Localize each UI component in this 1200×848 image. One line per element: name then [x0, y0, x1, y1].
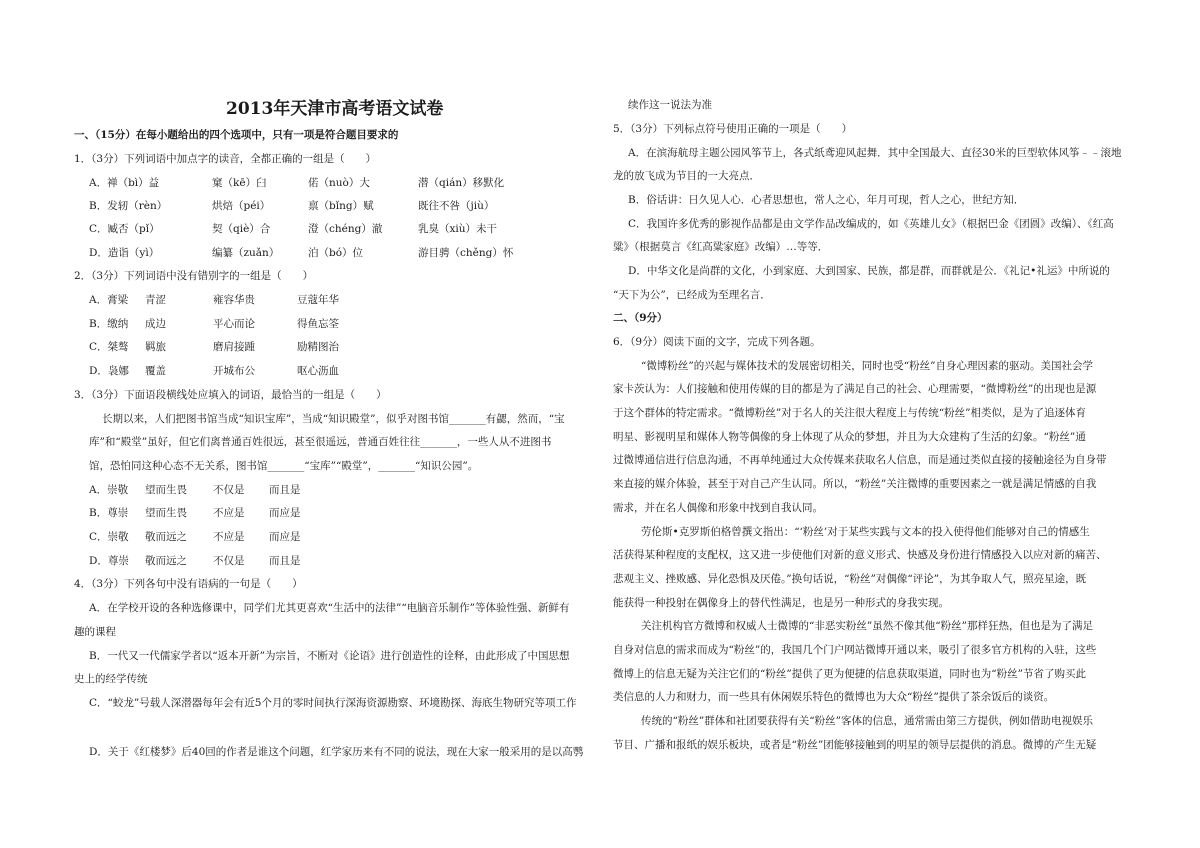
q2-option-d: D．袅娜 覆盖 开城布公 呕心沥血 [89, 365, 339, 377]
q5-option-d-cont: “天下为公”，已经成为至理名言． [613, 289, 771, 301]
q5-option-d: D．中华文化是尚群的文化，小到家庭、大到国家、民族，都是群，而群就是公．《礼记•礼运》中所说的 [628, 265, 1110, 277]
q3-stem: 3．（3分）下面语段横线处应填入的词语，最恰当的一组是（ ） [74, 389, 387, 401]
passage-line: 节目、广播和报纸的娱乐板块，或者是“粉丝”团能够接触到的明星的领导层提供的消息。微博的产生无疑 [613, 739, 1097, 751]
q5-stem: 5．（3分）下列标点符号使用正确的一项是（ ） [613, 123, 853, 135]
passage-line: “微博粉丝”的兴起与媒体技术的发展密切相关，同时也受“粉丝”自身心理因素的驱动。美国社会学 [641, 360, 1093, 372]
passage-line: 微博上的信息无疑为关注它们的“粉丝”提供了更为便捷的信息获取渠道，同时也为“粉丝”节省了购买此 [613, 668, 1086, 680]
q2-option-b: B．缴纳 成边 平心而论 得鱼忘筌 [89, 318, 339, 330]
section-2-header: 二、（9分） [613, 312, 668, 324]
passage-line: 过微博通信进行信息沟通，不再单纯通过大众传媒来获取名人信息，而是通过类似直接的接触途径为自身带 [613, 454, 1107, 466]
section-1-header: 一、（15分）在每小题给出的四个选项中，只有一项是符合题目要求的 [74, 129, 399, 141]
page-title: 2013年天津市高考语文试卷 [226, 99, 444, 119]
passage-line: 自身对信息的需求而成为“粉丝”的，我国几个门户网站微博开通以来，吸引了很多官方机构的入驻，这些 [613, 644, 1097, 656]
passage-line: 家卡茨认为：人们接触和使用传媒的目的都是为了满足自己的社会、心理需要，“微博粉丝”的出现也是源 [613, 383, 1097, 395]
q3-option-a: A．崇敬 望而生畏 不仅是 而且是 [89, 484, 301, 496]
passage-line: 类信息的人力和财力，而一些具有休闲娱乐特色的微博也为大众“粉丝”提供了茶余饭后的谈资。 [613, 691, 1055, 703]
q4-option-d: D．关于《红楼梦》后40回的作者是谁这个问题，红学家历来有不同的说法，现在大家一般采用的是以高鹗 [89, 746, 584, 758]
q2-option-a: A．膏梁 青涩 雍容华贵 豆蔻年华 [89, 294, 339, 306]
q4-option-a: A．在学校开设的各种选修课中，同学们尤其更喜欢“生活中的法律”“电脑音乐制作”等体验性强、新鲜有 [89, 602, 570, 614]
q5-option-a-cont: 龙的放飞成为节目的一大亮点． [613, 170, 760, 182]
q1-option-a: A．禅（bì）益 窠（kē）臼 偌（nuò）大 潜（qián）移默化 [89, 177, 505, 189]
q4-option-a-cont: 趣的课程 [74, 626, 116, 638]
passage-line: 来直接的媒介体验，甚至于对自己产生认同。所以，“粉丝”关注微博的重要因素之一就是满足情感的自我 [613, 478, 1097, 490]
q4-stem: 4．（3分）下列各句中没有语病的一句是（ ） [74, 578, 303, 590]
q3-option-c: C．崇敬 敬而远之 不应是 而应是 [89, 531, 301, 543]
q4-option-d-cont: 续作这一说法为准 [628, 99, 712, 111]
q4-option-b: B．一代又一代儒家学者以“返本开新”为宗旨，不断对《论语》进行创造性的诠释，由此形成了中国思想 [89, 650, 570, 662]
passage-line: 传统的“粉丝”群体和社团要获得有关“粉丝”客体的信息，通常需由第三方提供，例如借助电视娱乐 [641, 715, 1093, 727]
q1-option-c: C．臧否（pǐ） 契（qiè）合 澄（chéng）澈 乳臭（xiù）未干 [89, 223, 498, 235]
q3-option-d: D．尊崇 敬而远之 不仅是 而且是 [89, 555, 301, 567]
passage-line: 于这个群体的特定需求。“微博粉丝”对于名人的关注很大程度上与传统“粉丝”相类似，是为了追逐体育 [613, 407, 1086, 419]
q5-option-c: C．我国许多优秀的影视作品都是由文学作品改编成的，如《英雄儿女》（根据巴金《团圆》改编）、《红高 [628, 218, 1114, 230]
q3-passage-line: 长期以来，人们把图书馆当成“知识宝库”，当成“知识殿堂”，似乎对图书馆_______有勰，然而，“宝 [102, 413, 565, 425]
passage-line: 明星、影视明星和媒体人物等偶像的身上体现了从众的梦想，并且为大众建构了生活的幻象。“粉丝”通 [613, 431, 1086, 443]
q3-passage-line: 馆，恐怕同这种心态不无关系，图书馆_______“宝库”“殿堂”，_______“知识公园”。 [89, 460, 479, 472]
q2-stem: 2．（3分）下列词语中没有错别字的一组是（ ） [74, 270, 314, 282]
passage-line: 需求，并在名人偶像和形象中找到自我认同。 [613, 502, 823, 514]
passage-line: 能获得一种投射在偶像身上的替代性满足，也是另一种形式的身我实现。 [613, 597, 949, 609]
q6-stem: 6．（9分）阅读下面的文字，完成下列各题。 [613, 336, 821, 348]
q1-stem: 1．（3分）下列词语中加点字的读音，全都正确的一组是（ ） [74, 153, 377, 165]
q4-option-b-cont: 史上的经学传统 [74, 673, 148, 685]
q1-option-d: D．造诣（yì） 编纂（zuǎn） 泊（bó）位 游目骋（chěng）怀 [89, 247, 514, 259]
q5-option-b: B．俗话讲：日久见人心．心者思想也，常人之心，年月可现，哲人之心，世纪方知． [628, 194, 1025, 206]
q4-option-c: C．“蛟龙”号载人深潜器每年会有近5个月的零时间执行深海资源勘察、环境勘探、海底生物研究等项工作 [89, 697, 577, 709]
q3-passage-line: 库”和“殿堂”虽好，但它们离普通百姓很远，甚至很遥远，普通百姓往往_______，一些人从不进图书 [89, 436, 552, 448]
passage-line: 活获得某种程度的支配权，这又进一步使他们对新的意义形式、快感及身份进行情感投入以应对新的痛苦、 [613, 549, 1107, 561]
q5-option-a: A．在滨海航母主题公园风筝节上，各式纸鸢迎风起舞．其中全国最大、直径30米的巨型软体风筝﹣﹣滚地 [628, 147, 1122, 159]
passage-line: 悲观主义、挫败感、异化恐惧及厌倦。”换句话说，“粉丝”对偶像“评论”，为其争取人气，照亮星途，既 [613, 573, 1087, 585]
passage-line: 劳伦斯•克罗斯伯格曾撰文指出：“‘粉丝’对于某些实践与文本的投入使得他们能够对自己的情感生 [641, 526, 1090, 538]
q1-option-b: B．发轫（rèn） 烘焙（péi） 禀（bǐng）赋 既往不咎（jiù） [89, 200, 495, 212]
passage-line: 关注机构官方微博和权威人士微博的“非恶实粉丝”虽然不像其他“粉丝”那样狂热，但也是为了满足 [641, 620, 1093, 632]
q2-option-c: C．桀骜 羁旅 磨肩接踵 励精图治 [89, 341, 339, 353]
q5-option-c-cont: 粱》（根据莫言《红高粱家庭》改编）…等等． [613, 241, 829, 253]
q3-option-b: B．尊崇 望而生畏 不应是 而应是 [89, 507, 301, 519]
